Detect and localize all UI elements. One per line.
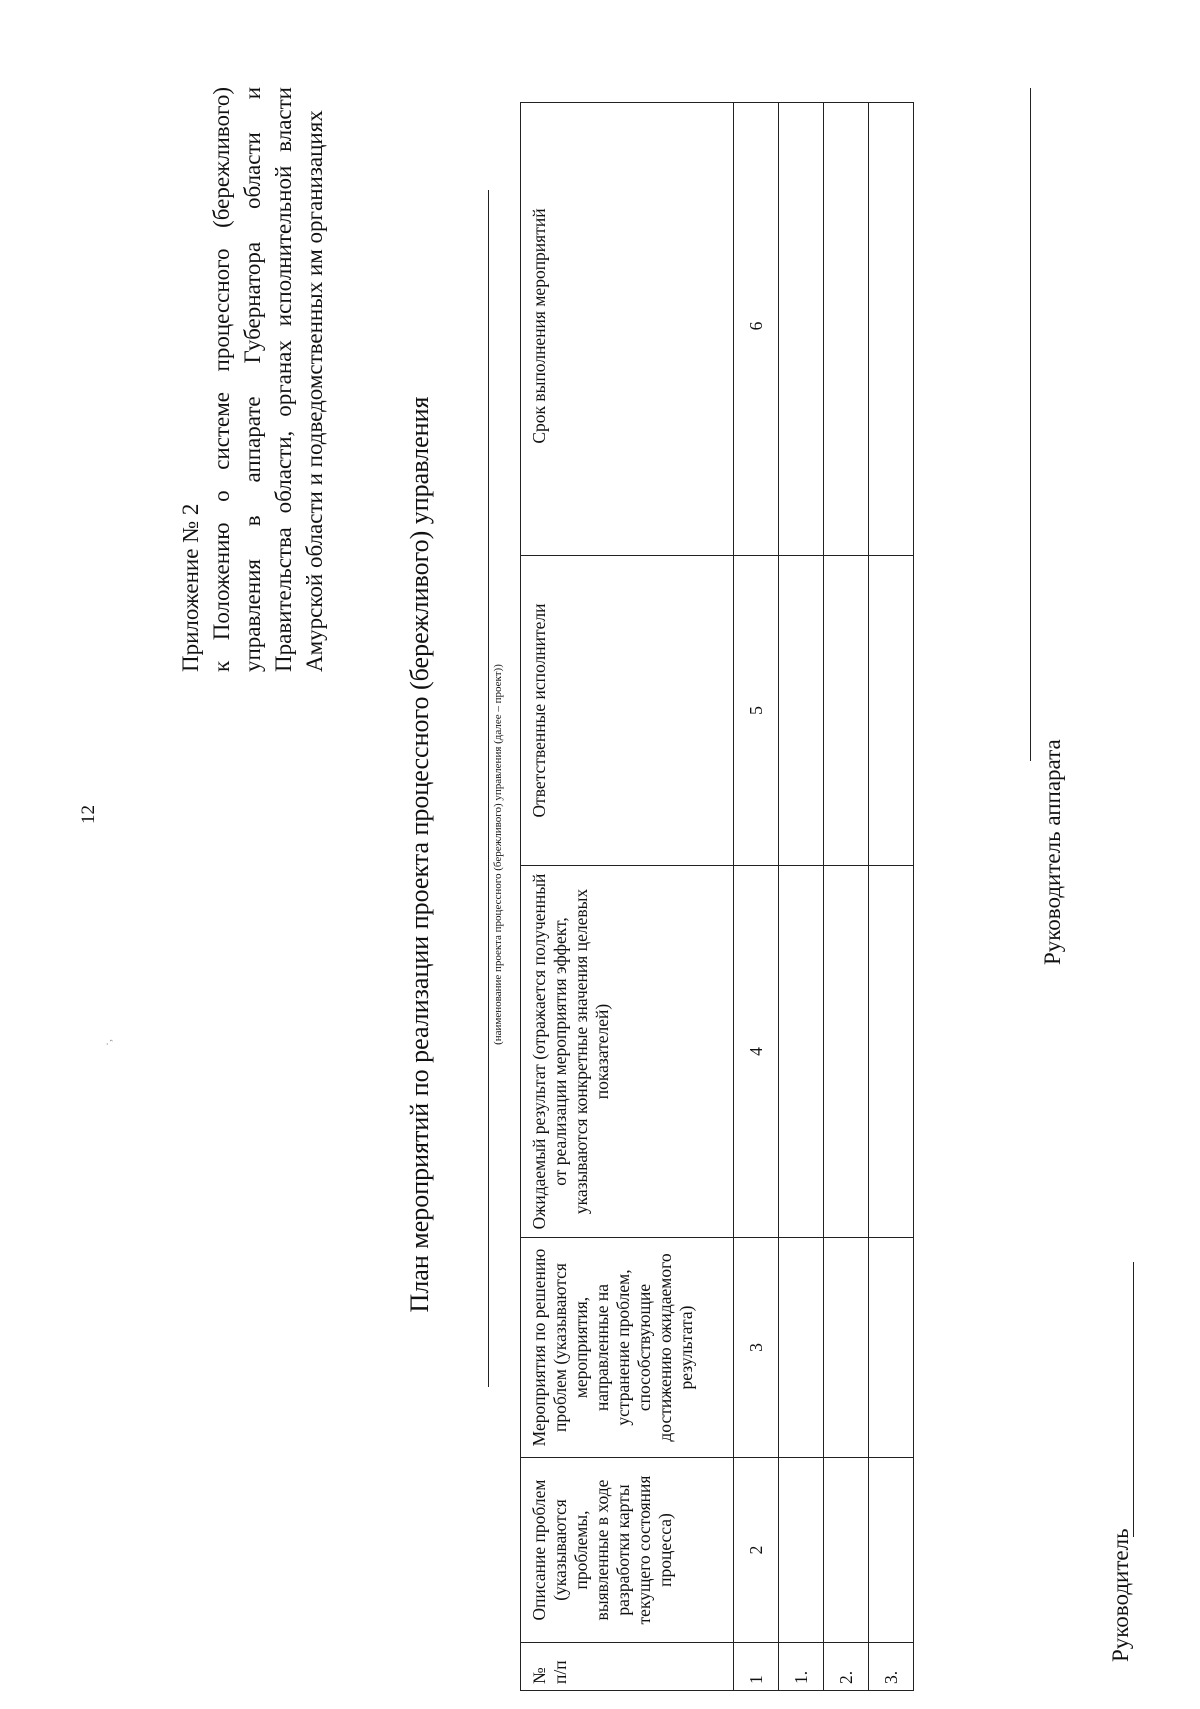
- table-cell: [779, 1238, 824, 1458]
- header-cell-deadline: Срок выполнения мероприятий: [521, 103, 734, 556]
- table-column-numbers-row: [734, 103, 779, 1691]
- table-cell: [824, 103, 869, 556]
- header-cell-expected-result: Ожидаемый результат (отражается полученный от реализации мероприятия эффект, указываются конкретные значения целевых показателей): [521, 866, 734, 1238]
- header-cell-measures: Мероприятия по решению проблем (указываются мероприятия, направленные на устранение проблем, способствующие достижению ожидаемого результата): [521, 1238, 734, 1458]
- table-cell: [869, 1238, 914, 1458]
- column-number-cell: 4: [734, 866, 779, 1238]
- signature-label-office-head: Руководитель аппарата: [1040, 739, 1065, 965]
- table-cell: [824, 1458, 869, 1643]
- scan-mark: ·,: [100, 1039, 114, 1046]
- table-cell: [779, 103, 824, 556]
- plan-title: План мероприятий по реализации проекта процессного (бережливого) управления: [405, 396, 434, 1313]
- table-cell: [779, 556, 824, 866]
- table-cell: [869, 866, 914, 1238]
- table-row: [824, 103, 869, 1691]
- column-number-cell: 2: [734, 1458, 779, 1643]
- table-row: [779, 103, 824, 1691]
- signature-line-office-head: [1030, 88, 1031, 761]
- table-header-row: [521, 103, 734, 1691]
- header-cell-problems: Описание проблем (указываются проблемы, выявленные в ходе разработки карты текущего состояния процесса): [521, 1458, 734, 1643]
- table-cell: [779, 1458, 824, 1643]
- table-cell: [779, 866, 824, 1238]
- row-number-cell: 2.: [824, 1643, 869, 1691]
- row-number-cell: 3.: [869, 1643, 914, 1691]
- appendix-title: Приложение № 2: [178, 503, 203, 672]
- appendix-block: [175, 87, 330, 672]
- table-cell: [824, 1238, 869, 1458]
- table-cell: [824, 866, 869, 1238]
- table-cell: [824, 556, 869, 866]
- project-name-caption: (наименование проекта процессного (бережливого) управления (далее – проект)): [492, 664, 504, 1045]
- header-cell-number: № п/п: [521, 1643, 734, 1691]
- table-cell: [869, 556, 914, 866]
- project-name-line: [488, 190, 489, 1387]
- page-number: 12: [78, 805, 99, 824]
- column-number-cell: 6: [734, 103, 779, 556]
- table-cell: [869, 1458, 914, 1643]
- table-row: [869, 103, 914, 1691]
- table-cell: [869, 103, 914, 556]
- signature-label-head: Руководитель: [1108, 1528, 1133, 1662]
- plan-table: [520, 102, 914, 1691]
- column-number-cell: 3: [734, 1238, 779, 1458]
- column-number-cell: 1: [734, 1643, 779, 1691]
- row-number-cell: 1.: [779, 1643, 824, 1691]
- signature-line-head: [1133, 1262, 1134, 1537]
- column-number-cell: 5: [734, 556, 779, 866]
- header-cell-responsible: Ответственные исполнители: [521, 556, 734, 866]
- appendix-body: к Положению о системе процессного (бережливого) управления в аппарате Губернатора области и Правительства области, органах исполнительной власти Амурской области и подведомственных им организациях: [209, 87, 327, 672]
